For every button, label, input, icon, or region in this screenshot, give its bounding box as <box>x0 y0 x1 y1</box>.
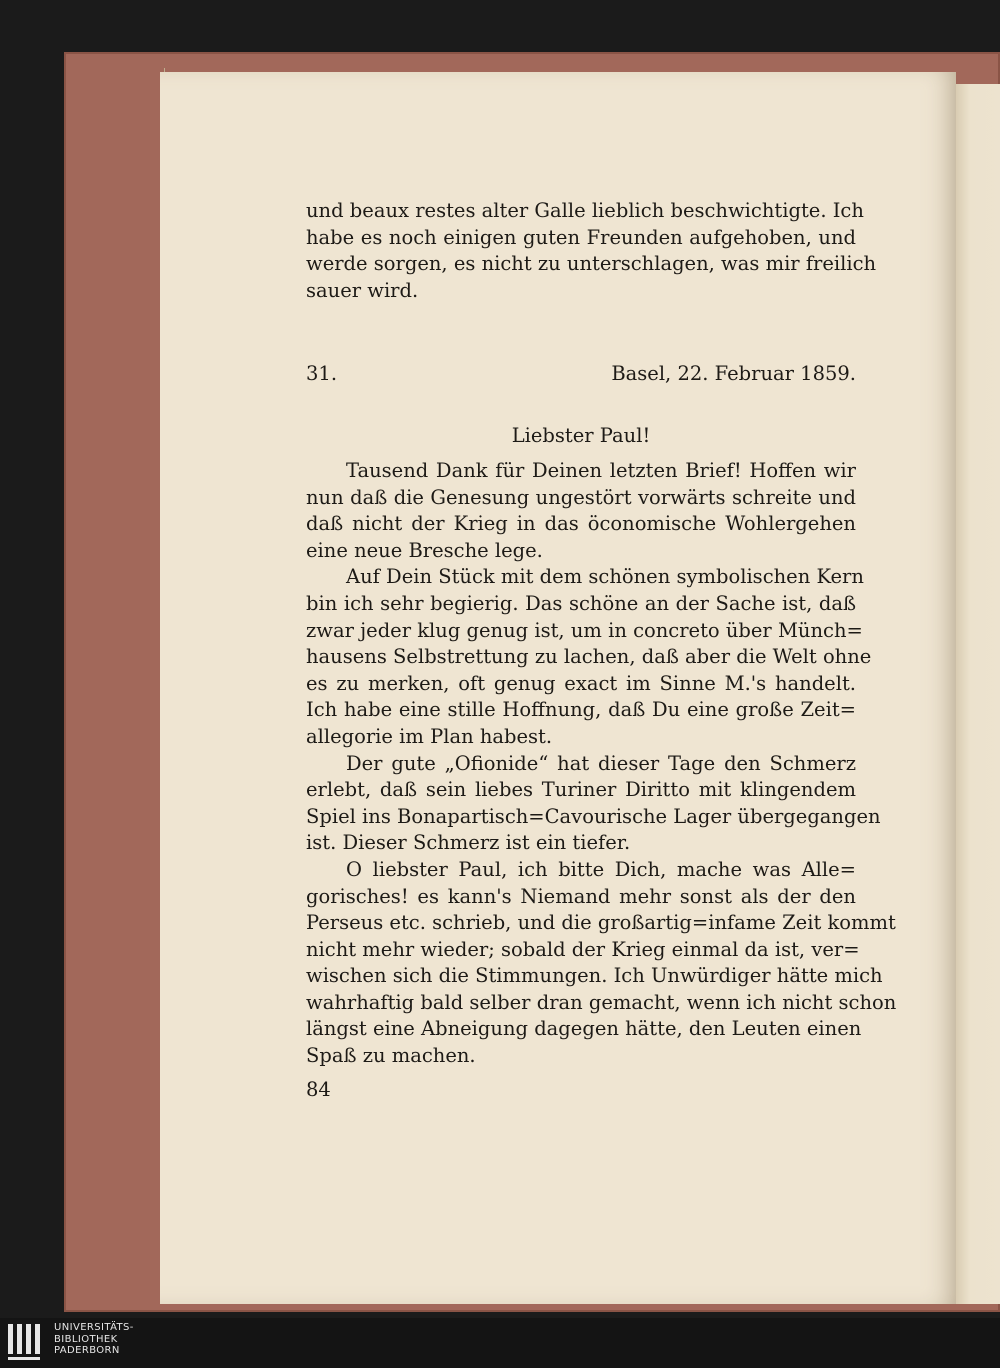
library-name <box>54 1322 134 1357</box>
letter-place-date: Basel, 22. Februar 1859. <box>611 362 856 385</box>
text-line: es zu merken, oft genug exact im Sinne M.'s handelt. <box>306 671 856 695</box>
text-line: Spaß zu machen. <box>306 1044 476 1068</box>
text-line: längst eine Abneigung dagegen hätte, den Leuten einen <box>306 1017 862 1041</box>
text-line: Der gute „Ofionide“ hat dieser Tage den Schmerz <box>346 751 856 775</box>
text-line: erlebt, daß sein liebes Turiner Diritto mit klingendem <box>306 778 856 802</box>
text-line: wischen sich die Stimmungen. Ich Unwürdiger hätte mich <box>306 964 883 988</box>
salutation: Liebster Paul! <box>511 424 651 447</box>
text-line: Spiel ins Bonapartisch=Cavourische Lager übergegangen <box>306 804 881 828</box>
text-line: Ich habe eine stille Hoffnung, daß Du eine große Zeit= <box>306 698 856 722</box>
text-line: habe es noch einigen guten Freunden aufgehoben, und <box>306 225 856 249</box>
text-line: eine neue Bresche lege. <box>306 538 543 562</box>
text-line: Tausend Dank für Deinen letzten Brief! Hoffen wir <box>346 459 856 482</box>
text-line: allegorie im Plan habest. <box>306 724 553 748</box>
text-line: werde sorgen, es nicht zu unterschlagen, was mir freilich <box>306 252 877 276</box>
university-library-logo-icon <box>6 1322 48 1364</box>
page-number: 84 <box>306 1078 331 1101</box>
letter-header <box>306 362 856 385</box>
text-line: sauer wird. <box>306 278 419 302</box>
text-line: daß nicht der Krieg in das öconomische Wohlergehen <box>306 512 856 536</box>
text-line: ist. Dieser Schmerz ist ein tiefer. <box>306 831 631 855</box>
footer-bar <box>0 1318 1000 1368</box>
text-line: Perseus etc. schrieb, und die großartig=infame Zeit kommt <box>306 911 896 935</box>
text-line: bin ich sehr begierig. Das schöne an der Sache ist, daß <box>306 591 856 615</box>
library-name-line: PADERBORN <box>54 1345 120 1356</box>
text-line: Auf Dein Stück mit dem schönen symbolischen Kern <box>346 565 864 589</box>
letter-number: 31. <box>306 362 338 385</box>
text-line: wahrhaftig bald selber dran gemacht, wenn ich nicht schon <box>306 990 897 1014</box>
opening-paragraph <box>306 198 877 304</box>
letter-body <box>306 458 897 1070</box>
text-line: O liebster Paul, ich bitte Dich, mache was Alle= <box>346 857 856 881</box>
text-line: zwar jeder klug genug ist, um in concreto über Münch= <box>306 618 863 642</box>
text-line: hausens Selbstrettung zu lachen, daß aber die Welt ohne <box>306 645 872 669</box>
library-name-line: UNIVERSITÄTS- <box>54 1322 134 1333</box>
text-line: und beaux restes alter Galle lieblich beschwichtigte. Ich <box>306 199 864 222</box>
text-line: gorisches! es kann's Niemand mehr sonst als der den <box>306 884 856 908</box>
page-edges <box>88 68 165 1304</box>
facing-page-edge <box>956 84 1000 1304</box>
text-line: nicht mehr wieder; sobald der Krieg einmal da ist, ver= <box>306 937 860 961</box>
text-line: nun daß die Genesung ungestört vorwärts schreite und <box>306 485 856 509</box>
library-name-line: BIBLIOTHEK <box>54 1333 118 1345</box>
